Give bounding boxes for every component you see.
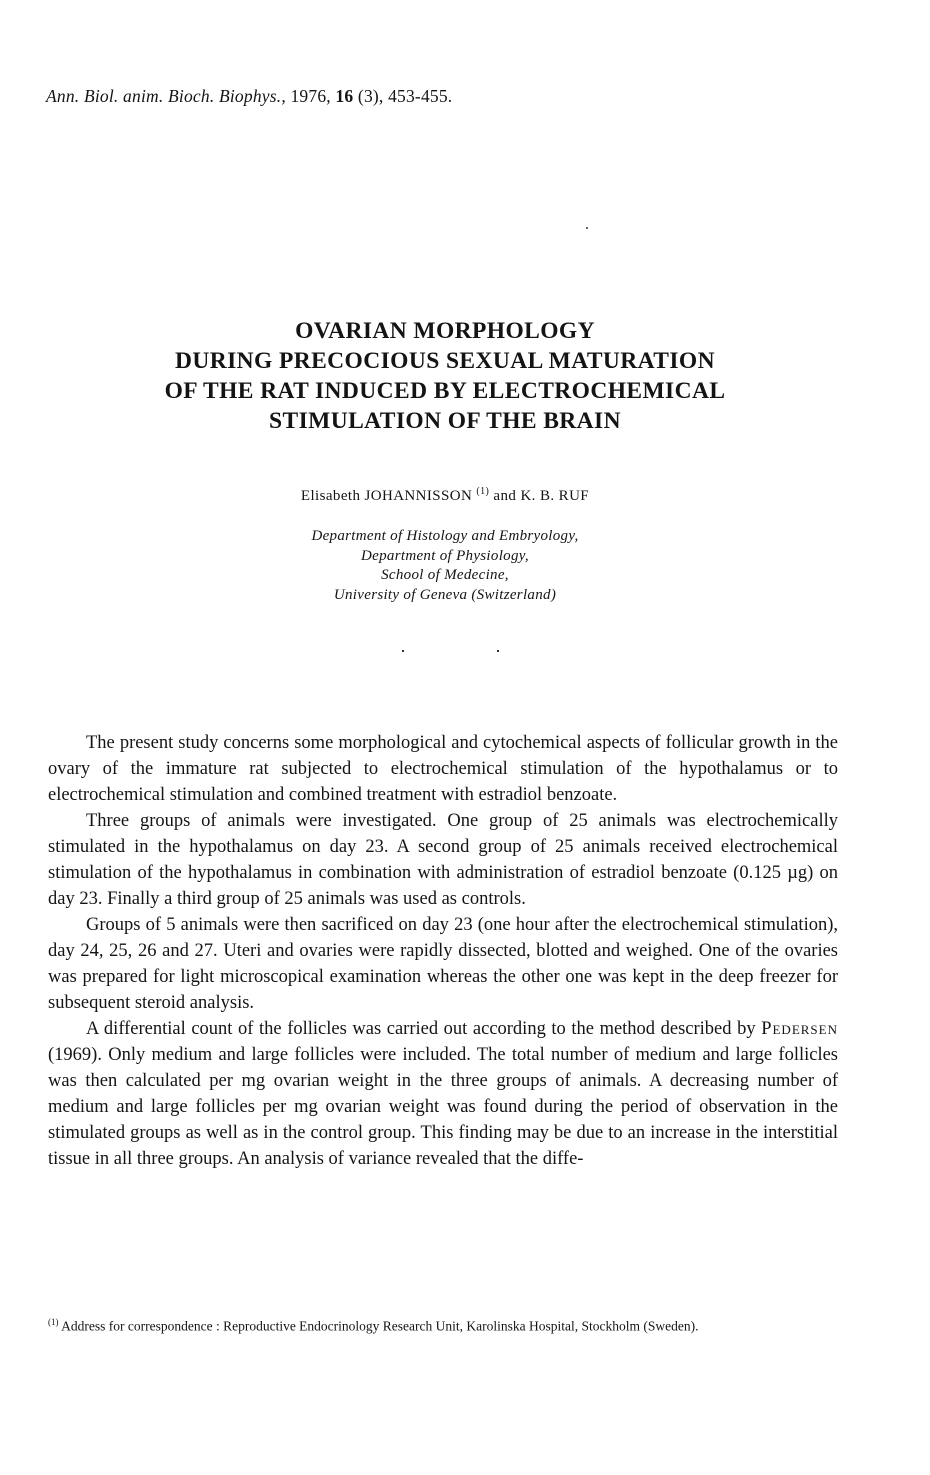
scan-speck xyxy=(586,227,588,229)
affiliation-line: Department of Histology and Embryology, xyxy=(311,528,579,544)
paragraph-text: (1969). Only medium and large follicles were included. The total number of medium and large follicles was then calculated per mg ovarian weight in the three groups of animals. A decreasing number of medium and large follicles per mg ovarian weight was found during the period of observation in the stimulated groups as well as in the control group. This finding may be due to an increase in the interstitial tissue in all three groups. An analysis of variance revealed that the diffe- xyxy=(48,1045,838,1169)
separator-dot xyxy=(402,650,404,652)
footnote xyxy=(48,1314,838,1335)
affiliation-line: School of Medecine, xyxy=(381,567,509,583)
separator-dot xyxy=(497,650,499,652)
affiliation-line: University of Geneva (Switzerland) xyxy=(333,586,557,603)
body-paragraph xyxy=(48,1016,838,1172)
paper-title xyxy=(60,316,830,436)
title-line: DURING PRECOCIOUS SEXUAL MATURATION xyxy=(175,348,715,374)
citation-author: Pedersen xyxy=(761,1019,838,1039)
body-paragraph: Three groups of animals were investigated. One group of 25 animals was electrochemically stimulated in the hypothalamus on day 23. A second group of 25 animals received electrochemical stimulation of the hypothalamus in combination with administration of estradiol benzoate (0.125 µg) on day 23. Finally a third group of 25 animals was used as controls. xyxy=(48,811,838,909)
article-body xyxy=(48,730,838,1172)
journal-volume: 16 xyxy=(335,86,354,106)
author-line xyxy=(60,486,830,505)
footnote-mark: (1) xyxy=(48,1317,59,1327)
journal-name: Ann. Biol. anim. Bioch. Biophys., xyxy=(46,86,286,106)
journal-citation xyxy=(46,86,646,107)
journal-issue-pages: (3), 453-455. xyxy=(357,86,453,106)
journal-year: 1976, xyxy=(290,86,331,106)
footnote-text: Address for correspondence : Reproductive Endocrinology Research Unit, Karolinska Hospital, Stockholm (Sweden). xyxy=(61,1318,699,1334)
affiliation-line: Department of Physiology, xyxy=(361,547,529,564)
author-conjunction: and xyxy=(493,488,517,504)
author-name: K. B. RUF xyxy=(520,488,590,504)
footnote-mark: (1) xyxy=(476,486,490,497)
title-line: OVARIAN MORPHOLOGY xyxy=(295,318,595,344)
body-paragraph: Groups of 5 animals were then sacrificed on day 23 (one hour after the electrochemical stimulation), day 24, 25, 26 and 27. Uteri and ovaries were rapidly dissected, blotted and weighed. One of the ovaries was prepared for light microscopical examination whereas the other one was kept in the deep freezer for subsequent steroid analysis. xyxy=(48,915,838,1013)
paragraph-text: A differential count of the follicles was carried out according to the method described by xyxy=(86,1019,756,1039)
affiliation-block xyxy=(60,527,830,605)
title-line: STIMULATION OF THE BRAIN xyxy=(269,408,621,434)
title-line: OF THE RAT INDUCED BY ELECTROCHEMICAL xyxy=(164,378,726,404)
body-paragraph: The present study concerns some morphological and cytochemical aspects of follicular growth in the ovary of the immature rat subjected to electrochemical stimulation of the hypothalamus or to electrochemical stimulation and combined treatment with estradiol benzoate. xyxy=(48,733,838,805)
author-name: Elisabeth JOHANNISSON xyxy=(300,488,473,504)
